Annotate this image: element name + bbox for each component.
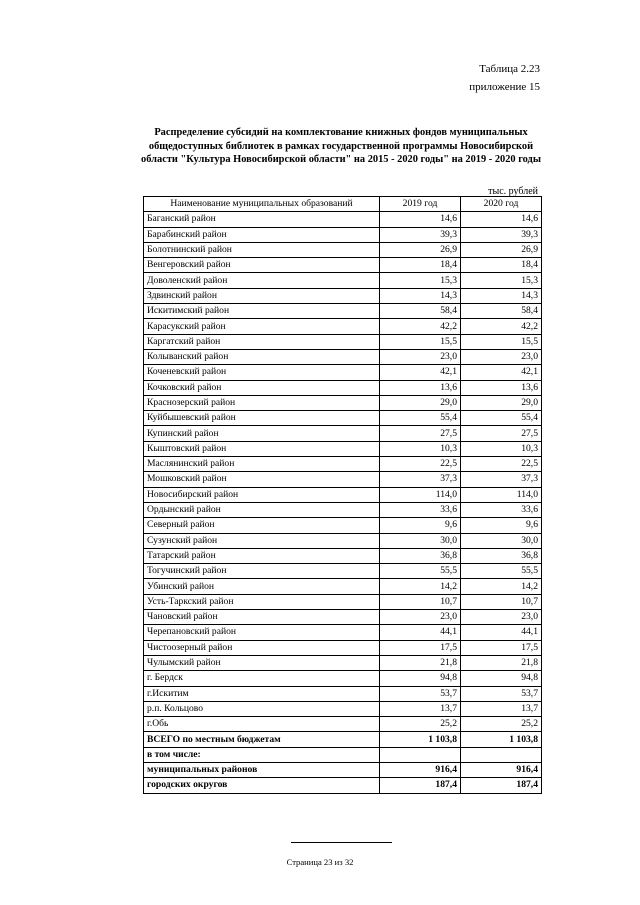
including-row — [144, 747, 542, 762]
cell-2019: 13,6 — [380, 380, 461, 395]
cell-name: Карасукский район — [144, 319, 380, 334]
cell-2019: 21,8 — [380, 655, 461, 670]
cell-2020: 55,5 — [461, 564, 542, 579]
table-row — [144, 502, 542, 517]
cell-2020: 1 103,8 — [461, 732, 542, 747]
table-row — [144, 686, 542, 701]
cell-name: Чистоозерный район — [144, 640, 380, 655]
title-line: области "Культура Новосибирской области" на 2015 - 2020 годы" на 2019 - 2020 годы — [141, 154, 541, 165]
cell-name: Венгеровский район — [144, 258, 380, 273]
cell-name: Татарский район — [144, 548, 380, 563]
table-row — [144, 594, 542, 609]
cell-2020: 42,2 — [461, 319, 542, 334]
cell-name: муниципальных районов — [144, 762, 380, 777]
table-row — [144, 242, 542, 257]
cell-2019: 23,0 — [380, 610, 461, 625]
cell-name: Маслянинский район — [144, 457, 380, 472]
cell-name: в том числе: — [144, 747, 380, 762]
table-row — [144, 640, 542, 655]
cell-2020: 10,7 — [461, 594, 542, 609]
cell-name: г. Бердск — [144, 671, 380, 686]
cell-name: Доволенский район — [144, 273, 380, 288]
cell-2019: 10,3 — [380, 441, 461, 456]
table-row — [144, 701, 542, 716]
cell-2019: 1 103,8 — [380, 732, 461, 747]
table-row — [144, 395, 542, 410]
title-line: общедоступных библиотек в рамках государственной программы Новосибирской — [148, 140, 534, 152]
cell-2020: 15,3 — [461, 273, 542, 288]
cell-2019: 23,0 — [380, 349, 461, 364]
table-row — [144, 349, 542, 364]
cell-2019: 114,0 — [380, 487, 461, 502]
cell-2020: 39,3 — [461, 227, 542, 242]
cell-2020: 21,8 — [461, 655, 542, 670]
cell-2019: 14,6 — [380, 212, 461, 227]
subtotal-row — [144, 762, 542, 777]
title-line: Распределение субсидий на комплектование книжных фондов муниципальных — [154, 127, 528, 138]
table-row — [144, 380, 542, 395]
table-row — [144, 625, 542, 640]
cell-2020: 26,9 — [461, 242, 542, 257]
cell-2019: 29,0 — [380, 395, 461, 410]
cell-name: Здвинский район — [144, 288, 380, 303]
table-row — [144, 564, 542, 579]
cell-2019: 17,5 — [380, 640, 461, 655]
cell-2020: 25,2 — [461, 717, 542, 732]
cell-name: Колыванский район — [144, 349, 380, 364]
cell-name: Усть-Таркский район — [144, 594, 380, 609]
cell-2019: 18,4 — [380, 258, 461, 273]
cell-name: Кочковский район — [144, 380, 380, 395]
cell-2020: 36,8 — [461, 548, 542, 563]
cell-2020: 37,3 — [461, 472, 542, 487]
cell-2020: 13,6 — [461, 380, 542, 395]
cell-2019: 55,4 — [380, 411, 461, 426]
table-row — [144, 579, 542, 594]
total-row — [144, 732, 542, 747]
cell-2020: 14,6 — [461, 212, 542, 227]
cell-2019: 36,8 — [380, 548, 461, 563]
table-row — [144, 518, 542, 533]
table-row — [144, 472, 542, 487]
cell-2019: 25,2 — [380, 717, 461, 732]
table-row — [144, 365, 542, 380]
cell-name: Коченевский район — [144, 365, 380, 380]
table-row — [144, 487, 542, 502]
cell-2020: 22,5 — [461, 457, 542, 472]
cell-2019: 39,3 — [380, 227, 461, 242]
cell-2020: 53,7 — [461, 686, 542, 701]
table-row — [144, 319, 542, 334]
cell-2020: 14,3 — [461, 288, 542, 303]
cell-name: Чулымский район — [144, 655, 380, 670]
cell-name: Убинский район — [144, 579, 380, 594]
subsidy-table — [143, 196, 542, 794]
table-row — [144, 411, 542, 426]
cell-2019: 15,3 — [380, 273, 461, 288]
cell-2019: 55,5 — [380, 564, 461, 579]
cell-2019: 94,8 — [380, 671, 461, 686]
cell-2019: 30,0 — [380, 533, 461, 548]
cell-2020: 23,0 — [461, 349, 542, 364]
cell-2019: 14,2 — [380, 579, 461, 594]
footer-divider — [291, 842, 392, 843]
cell-2020: 55,4 — [461, 411, 542, 426]
cell-name: Новосибирский район — [144, 487, 380, 502]
cell-2020: 44,1 — [461, 625, 542, 640]
cell-2020 — [461, 747, 542, 762]
subtotal-row — [144, 778, 542, 793]
cell-name: Северный район — [144, 518, 380, 533]
table-row — [144, 212, 542, 227]
cell-2019: 33,6 — [380, 502, 461, 517]
table-body — [144, 212, 542, 793]
cell-2019: 9,6 — [380, 518, 461, 533]
cell-name: Баганский район — [144, 212, 380, 227]
table-row — [144, 548, 542, 563]
table-reference: Таблица 2.23 — [479, 63, 540, 75]
cell-2019: 27,5 — [380, 426, 461, 441]
cell-2020: 187,4 — [461, 778, 542, 793]
cell-2020: 17,5 — [461, 640, 542, 655]
column-header-2020: 2020 год — [461, 197, 542, 212]
appendix-reference: приложение 15 — [469, 81, 540, 93]
cell-2019: 916,4 — [380, 762, 461, 777]
cell-2020: 114,0 — [461, 487, 542, 502]
cell-2019: 37,3 — [380, 472, 461, 487]
cell-2020: 30,0 — [461, 533, 542, 548]
cell-name: Тогучинский район — [144, 564, 380, 579]
cell-name: Искитимский район — [144, 304, 380, 319]
table-row — [144, 426, 542, 441]
table-row — [144, 655, 542, 670]
cell-name: Барабинский район — [144, 227, 380, 242]
cell-2019: 26,9 — [380, 242, 461, 257]
table-row — [144, 227, 542, 242]
table-row — [144, 441, 542, 456]
cell-2020: 14,2 — [461, 579, 542, 594]
cell-2020: 27,5 — [461, 426, 542, 441]
table-row — [144, 610, 542, 625]
cell-name: г.Искитим — [144, 686, 380, 701]
cell-2019: 58,4 — [380, 304, 461, 319]
cell-name: Купинский район — [144, 426, 380, 441]
cell-2019: 13,7 — [380, 701, 461, 716]
table-header-row — [144, 197, 542, 212]
cell-name: Болотнинский район — [144, 242, 380, 257]
cell-2020: 916,4 — [461, 762, 542, 777]
document-title — [130, 126, 552, 167]
cell-name: ВСЕГО по местным бюджетам — [144, 732, 380, 747]
page-number: Страница 23 из 32 — [286, 857, 354, 867]
units-label: тыс. рублей — [488, 186, 538, 197]
cell-2020: 29,0 — [461, 395, 542, 410]
column-header-2019: 2019 год — [380, 197, 461, 212]
cell-2020: 42,1 — [461, 365, 542, 380]
cell-2020: 9,6 — [461, 518, 542, 533]
cell-name: Каргатский район — [144, 334, 380, 349]
table-row — [144, 533, 542, 548]
table-row — [144, 288, 542, 303]
table-row — [144, 304, 542, 319]
cell-name: Мошковский район — [144, 472, 380, 487]
cell-2019: 10,7 — [380, 594, 461, 609]
cell-2019: 44,1 — [380, 625, 461, 640]
cell-2020: 33,6 — [461, 502, 542, 517]
cell-2020: 58,4 — [461, 304, 542, 319]
cell-2019: 53,7 — [380, 686, 461, 701]
cell-2019: 22,5 — [380, 457, 461, 472]
cell-2019: 187,4 — [380, 778, 461, 793]
cell-2020: 10,3 — [461, 441, 542, 456]
cell-name: р.п. Кольцово — [144, 701, 380, 716]
cell-2020: 18,4 — [461, 258, 542, 273]
cell-2019 — [380, 747, 461, 762]
cell-2019: 14,3 — [380, 288, 461, 303]
cell-name: Ордынский район — [144, 502, 380, 517]
table-row — [144, 273, 542, 288]
cell-2019: 42,1 — [380, 365, 461, 380]
cell-2019: 42,2 — [380, 319, 461, 334]
cell-name: Кыштовский район — [144, 441, 380, 456]
cell-2020: 94,8 — [461, 671, 542, 686]
cell-2020: 13,7 — [461, 701, 542, 716]
cell-name: Чановский район — [144, 610, 380, 625]
cell-2020: 15,5 — [461, 334, 542, 349]
table-row — [144, 457, 542, 472]
table-row — [144, 671, 542, 686]
column-header-name: Наименование муниципальных образований — [144, 197, 380, 212]
table-row — [144, 717, 542, 732]
cell-name: Сузунский район — [144, 533, 380, 548]
cell-name: Краснозерский район — [144, 395, 380, 410]
cell-name: Черепановский район — [144, 625, 380, 640]
cell-2020: 23,0 — [461, 610, 542, 625]
cell-name: г.Обь — [144, 717, 380, 732]
cell-2019: 15,5 — [380, 334, 461, 349]
cell-name: городских округов — [144, 778, 380, 793]
cell-name: Куйбышевский район — [144, 411, 380, 426]
table-row — [144, 258, 542, 273]
table-row — [144, 334, 542, 349]
